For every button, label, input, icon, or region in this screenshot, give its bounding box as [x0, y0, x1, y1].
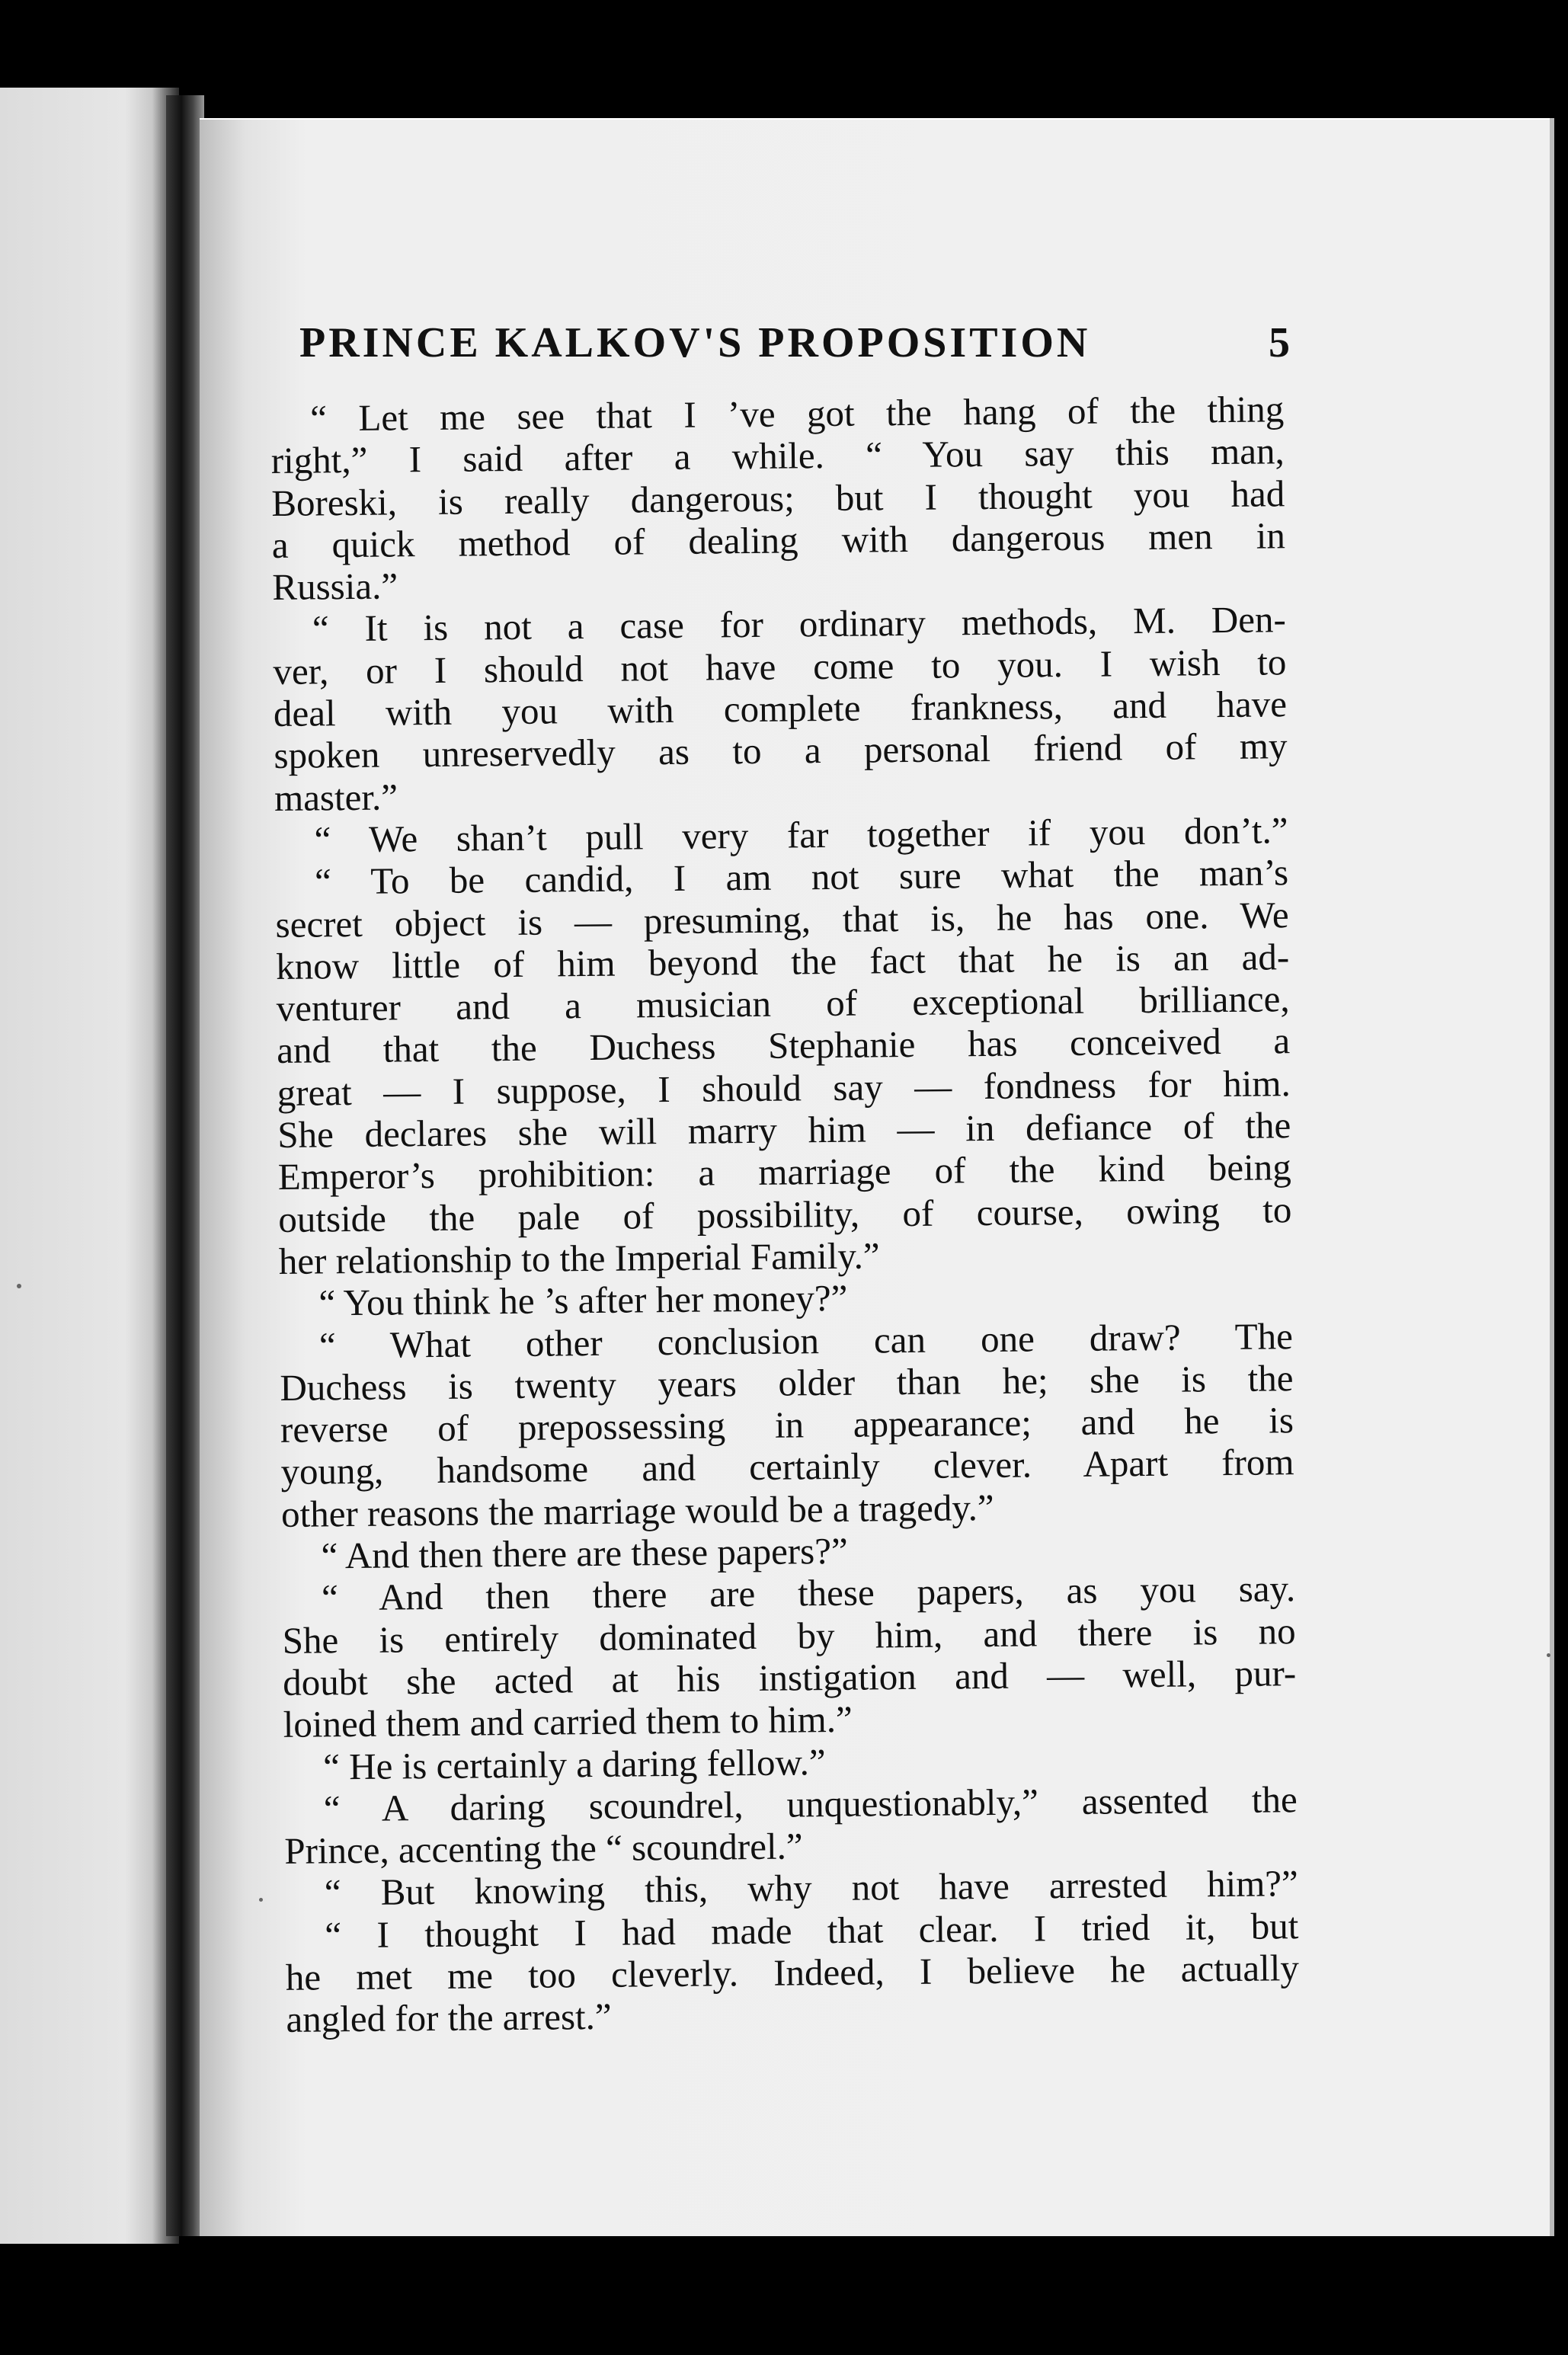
text-line: know little of him beyond the fact that he is an ad-: [275, 936, 1290, 987]
text-line: deal with you with complete frankness, and have: [273, 683, 1288, 735]
text-line: Emperor’s prohibition: a marriage of the kind being: [277, 1146, 1292, 1198]
text-line: “ I thought I had made that clear. I tried it, but: [325, 1904, 1299, 1957]
text-line: great — I suppose, I should say — fondness for him.: [277, 1061, 1291, 1114]
text-line: angled for the arrest.”: [286, 1995, 612, 2041]
text-line: secret object is — presuming, that is, he has one. We: [275, 893, 1289, 946]
text-line: loined them and carried them to him.”: [283, 1697, 853, 1746]
text-line: She declares she will marry him — in defiance of the: [277, 1104, 1291, 1157]
text-line: “ You think he ’s after her money?”: [318, 1277, 848, 1324]
text-line: Duchess is twenty years older than he; she is the: [280, 1357, 1294, 1409]
text-line: reverse of prepossessing in appearance; and he is: [280, 1399, 1294, 1451]
text-line: doubt she acted at his instigation and — well, pur-: [282, 1652, 1297, 1704]
text-line: “ It is not a case for ordinary methods, M. Den-: [312, 598, 1287, 650]
text-line: “ But knowing this, why not have arrested him?”: [324, 1862, 1299, 1914]
text-line: other reasons the marriage would be a tragedy.”: [280, 1486, 994, 1535]
text-line: Prince, accenting the “ scoundrel.”: [284, 1825, 803, 1873]
text-line: young, handsome and certainly clever. Apart from: [280, 1441, 1294, 1493]
left-page-edge: [0, 88, 179, 2244]
text-line: “ We shan’t pull very far together if you don’t.”: [314, 809, 1288, 861]
text-line: her relationship to the Imperial Family.”: [278, 1234, 880, 1282]
text-line: a quick method of dealing with dangerous men in: [271, 514, 1286, 566]
body-text: [270, 388, 1300, 2040]
text-line: ver, or I should not have come to you. I wish to: [273, 640, 1287, 693]
text-line: he met me too cleverly. Indeed, I believe he actually: [285, 1947, 1300, 1998]
text-line: “ And then there are these papers?”: [321, 1529, 848, 1577]
text-line: outside the pale of possibility, of course, owing to: [278, 1188, 1292, 1240]
running-head-title: PRINCE KALKOV'S PROPOSITION: [299, 319, 1091, 366]
text-line: and that the Duchess Stephanie has conceived a: [276, 1019, 1291, 1072]
dust-speck: [17, 1284, 21, 1288]
text-line: “ And then there are these papers, as you say.: [321, 1567, 1296, 1619]
text-line: master.”: [274, 776, 398, 819]
text-line: Russia.”: [272, 565, 398, 609]
dust-speck: [1547, 1653, 1550, 1657]
page-number: 5: [1269, 319, 1290, 366]
text-line: “ He is certainly a daring fellow.”: [322, 1740, 826, 1787]
text-line: “ To be candid, I am not sure what the man’s: [314, 851, 1289, 903]
text-line: “ What other conclusion can one draw? The: [318, 1314, 1294, 1366]
text-line: spoken unreservedly as to a personal friend of my: [274, 725, 1288, 777]
dust-speck: [259, 1898, 263, 1902]
text-line: venturer and a musician of exceptional brilliance,: [276, 978, 1290, 1030]
running-head: [299, 318, 1290, 367]
book-binding: [166, 95, 204, 2236]
text-line: “ Let me see that I ’ve got the hang of the thing: [309, 388, 1285, 440]
text-line: She is entirely dominated by him, and there is no: [282, 1609, 1296, 1662]
text-line: right,” I said after a while. “ You say this man,: [270, 430, 1285, 482]
text-line: Boreski, is really dangerous; but I thought you had: [271, 472, 1285, 524]
text-line: “ A daring scoundrel, unquestionably,” assented the: [323, 1777, 1298, 1830]
